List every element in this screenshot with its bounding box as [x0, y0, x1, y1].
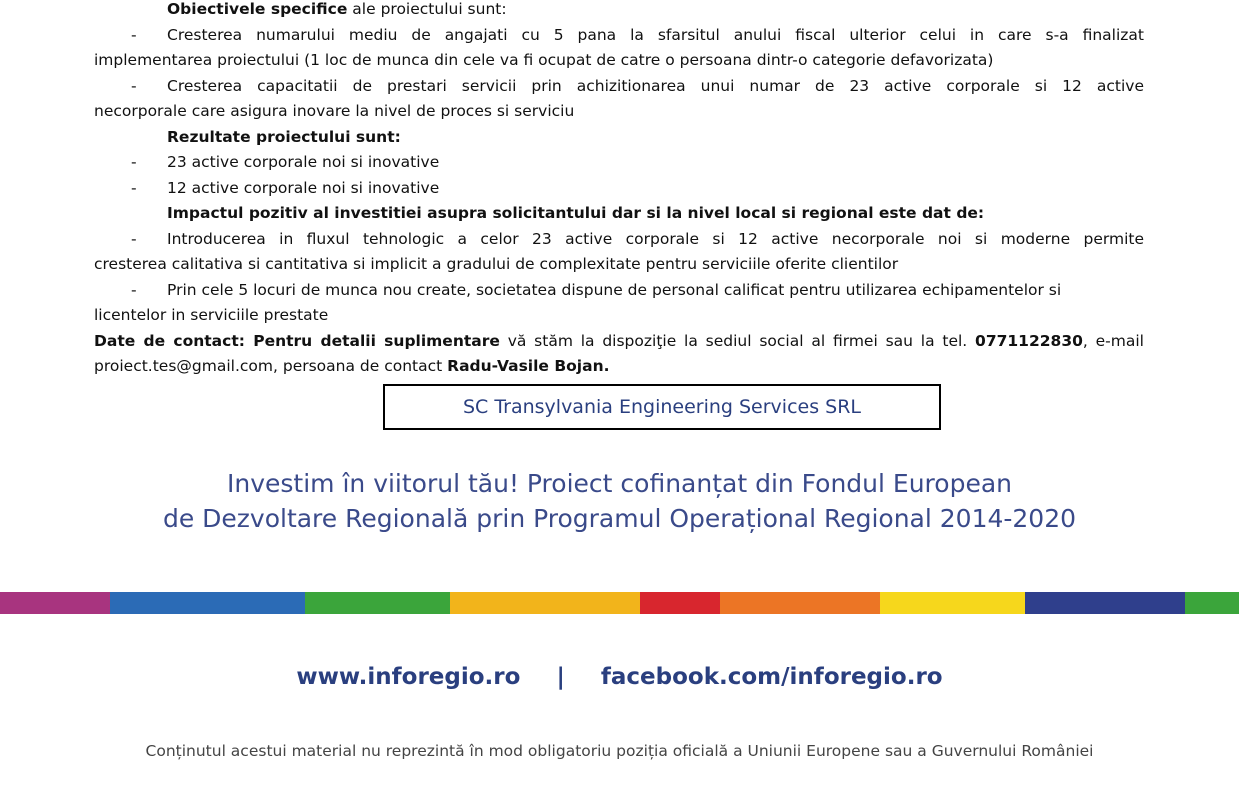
stripe-segment-navy: [1025, 592, 1185, 614]
contact-text1: vă stăm la dispoziţie la sediul social al firmei sau la tel.: [499, 331, 976, 350]
contact-email: proiect.tes@gmail.com: [94, 357, 273, 375]
contact-text2: , e-mail: [1082, 331, 1144, 350]
contact-text3: , persoana de contact: [273, 357, 448, 375]
stripe-segment-red: [640, 592, 720, 614]
color-stripe: [0, 592, 1239, 614]
disclaimer-text: Conținutul acestui material nu reprezintă în mod obligatoriu poziția oficială a Uniunii Europene sau a Guvernului României: [145, 742, 1094, 760]
objectives-heading-bold: Obiectivele specifice: [167, 0, 348, 18]
impact-item-2-line2: licentelor in serviciile prestate: [94, 306, 329, 324]
stripe-segment-magenta: [0, 592, 110, 614]
impact-item-2-text: Prin cele 5 locuri de munca nou create, societatea dispune de personal calificat pentru utilizarea echipamentelor si: [167, 280, 1062, 299]
links-separator: |: [556, 664, 565, 690]
objective-item-2-text: Cresterea capacitatii de prestari servicii prin achizitionarea unui numar de 23 active corporale si 12 active: [167, 76, 1144, 95]
stripe-segment-orange: [720, 592, 880, 614]
impact-item-1-line1: - Introducerea in fluxul tehnologic a celor 23 active corporale si 12 active necorporale noi si moderne permite: [131, 229, 1144, 248]
objective-item-2-line2: necorporale care asigura inovare la nivel de proces si serviciu: [94, 102, 575, 120]
company-name-box: [383, 384, 941, 430]
contact-line2: [94, 354, 1144, 380]
stripe-segment-yellow: [450, 592, 640, 614]
objective-item-1-line1: - Cresterea numarului mediu de angajati cu 5 pana la sfarsitul anului fiscal ulterior celui in care s-a finalizat: [131, 25, 1144, 44]
objective-item-2-line1: - Cresterea capacitatii de prestari servicii prin achizitionarea unui numar de 23 active corporale si 12 active: [131, 76, 1144, 95]
website-link[interactable]: www.inforegio.ro: [296, 664, 521, 690]
result-item-1: - 23 active corporale noi si inovative: [131, 153, 440, 171]
slogan-line2: de Dezvoltare Regională prin Programul Operațional Regional 2014-2020: [162, 504, 1077, 533]
objective-item-1-line2: implementarea proiectului (1 loc de munca din cele va fi ocupat de catre o persoana dintr-o categorie defavorizata): [94, 51, 994, 69]
footer-links: [0, 664, 1239, 690]
impact-heading: Impactul pozitiv al investitiei asupra solicitantului dar si la nivel local si regional este dat de:: [167, 204, 985, 222]
results-heading: Rezultate proiectului sunt:: [167, 127, 401, 146]
objectives-heading-rest: ale proiectului sunt:: [347, 0, 507, 18]
contact-person: Radu-Vasile Bojan.: [447, 357, 610, 375]
facebook-link[interactable]: facebook.com/inforegio.ro: [600, 664, 943, 690]
impact-item-2-line1: - Prin cele 5 locuri de munca nou create, societatea dispune de personal calificat pentru utilizarea echipamentelor si: [131, 280, 1062, 299]
result-item-2-text: 12 active corporale noi si inovative: [167, 178, 440, 197]
company-name: SC Transylvania Engineering Services SRL: [462, 396, 862, 418]
stripe-segment-green: [305, 592, 450, 614]
stripe-segment-green-end: [1185, 592, 1239, 614]
impact-item-1-line2: cresterea calitativa si cantitativa si implicit a gradului de complexitate pentru serviciile oferite clientilor: [94, 255, 899, 273]
contact-phone: 0771122830: [975, 331, 1083, 350]
result-item-1-text: 23 active corporale noi si inovative: [167, 153, 440, 171]
impact-item-1-text: Introducerea in fluxul tehnologic a celor 23 active corporale si 12 active necorporale noi si moderne permite: [167, 229, 1144, 248]
result-item-2: - 12 active corporale noi si inovative: [131, 178, 440, 197]
stripe-segment-light-yellow: [880, 592, 1025, 614]
objective-item-1-text: Cresterea numarului mediu de angajati cu 5 pana la sfarsitul anului fiscal ulterior celui in care s-a finalizat: [167, 25, 1144, 44]
document-body: [94, 0, 1144, 380]
slogan-line1: Investim în viitorul tău! Proiect cofinanțat din Fondul European: [226, 469, 1012, 498]
objectives-heading: [94, 0, 1144, 23]
contact-line1: [94, 329, 1144, 355]
contact-label: Date de contact: Pentru detalii suplimentare: [94, 331, 500, 350]
stripe-segment-blue: [110, 592, 305, 614]
